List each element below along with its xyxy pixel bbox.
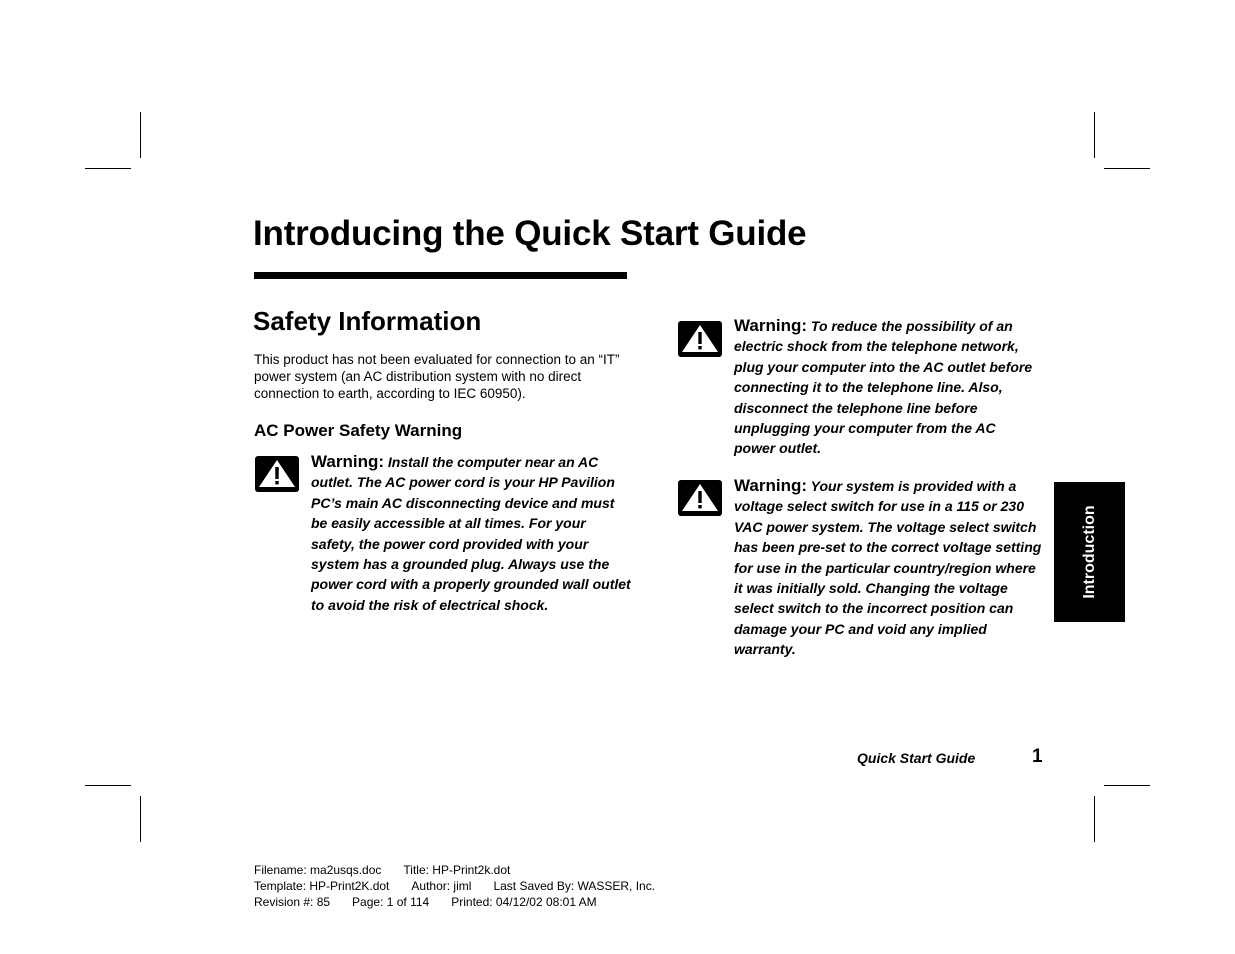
footer-guide-title: Quick Start Guide (857, 750, 976, 766)
footer-page-number: 1 (1032, 746, 1043, 767)
crop-mark-bottom-right-horizontal (1104, 785, 1150, 786)
doc-author: Author: jiml (411, 879, 472, 893)
warning-install-near-outlet (311, 452, 631, 615)
doc-filename: Filename: ma2usqs.doc (254, 863, 382, 877)
crop-mark-bottom-left-horizontal (85, 785, 131, 786)
doc-revision: Revision #: 85 (254, 895, 331, 909)
subsection-title: AC Power Safety Warning (254, 421, 463, 440)
crop-mark-top-right-horizontal (1104, 168, 1150, 169)
warning-triangle-icon (678, 321, 722, 357)
warning-label: Warning: (734, 316, 808, 335)
warning-label: Warning: (734, 476, 808, 495)
doc-template: Template: HP-Print2K.dot (254, 879, 390, 893)
warning-text: To reduce the possibility of an electric shock from the telephone network, plug your computer into the AC outlet before connecting it to the telephone line. Also, disconnect the telephone line before unplugging your computer from the AC power outlet. (734, 318, 1033, 457)
chapter-side-tab (1054, 482, 1125, 622)
warning-label: Warning: (311, 452, 385, 471)
crop-mark-top-left-vertical (140, 112, 141, 158)
doc-last-saved: Last Saved By: WASSER, Inc. (493, 879, 656, 893)
crop-mark-top-right-vertical (1094, 112, 1095, 158)
doc-printed: Printed: 04/12/02 08:01 AM (451, 895, 597, 909)
crop-mark-bottom-right-vertical (1094, 796, 1095, 842)
document-info (254, 862, 677, 910)
warning-text: Your system is provided with a voltage select switch for use in a 115 or 230 VAC power system. The voltage select switch has been pre-set to the correct voltage setting for use in the particular country/region where it was initially sold. Changing the voltage select switch to the incorrect position can damage your PC and void any implied warranty. (734, 478, 1042, 658)
warning-text: Install the computer near an AC outlet. The AC power cord is your HP Pavilion PC’s main AC disconnecting device and must be easily accessible at all times. For your safety, the power cord provided with your system has a grounded plug. Always use the power cord with a properly grounded wall outlet to avoid the risk of electrical shock. (311, 454, 631, 613)
crop-mark-bottom-left-vertical (140, 796, 141, 842)
warning-triangle-icon (255, 456, 299, 492)
title-rule (254, 272, 627, 279)
doc-title: Title: HP-Print2k.dot (403, 863, 511, 877)
intro-paragraph: This product has not been evaluated for connection to an “IT” power system (an AC distribution system with no direct connection to earth, according to IEC 60950). (254, 352, 620, 401)
page-title: Introducing the Quick Start Guide (253, 214, 807, 253)
chapter-side-tab-label: Introduction (1080, 505, 1098, 599)
warning-triangle-icon (678, 480, 722, 516)
warning-telephone-network (734, 316, 1034, 459)
crop-mark-top-left-horizontal (85, 168, 131, 169)
section-title: Safety Information (253, 306, 482, 336)
doc-page: Page: 1 of 114 (352, 895, 430, 909)
warning-voltage-select-switch (734, 476, 1044, 660)
